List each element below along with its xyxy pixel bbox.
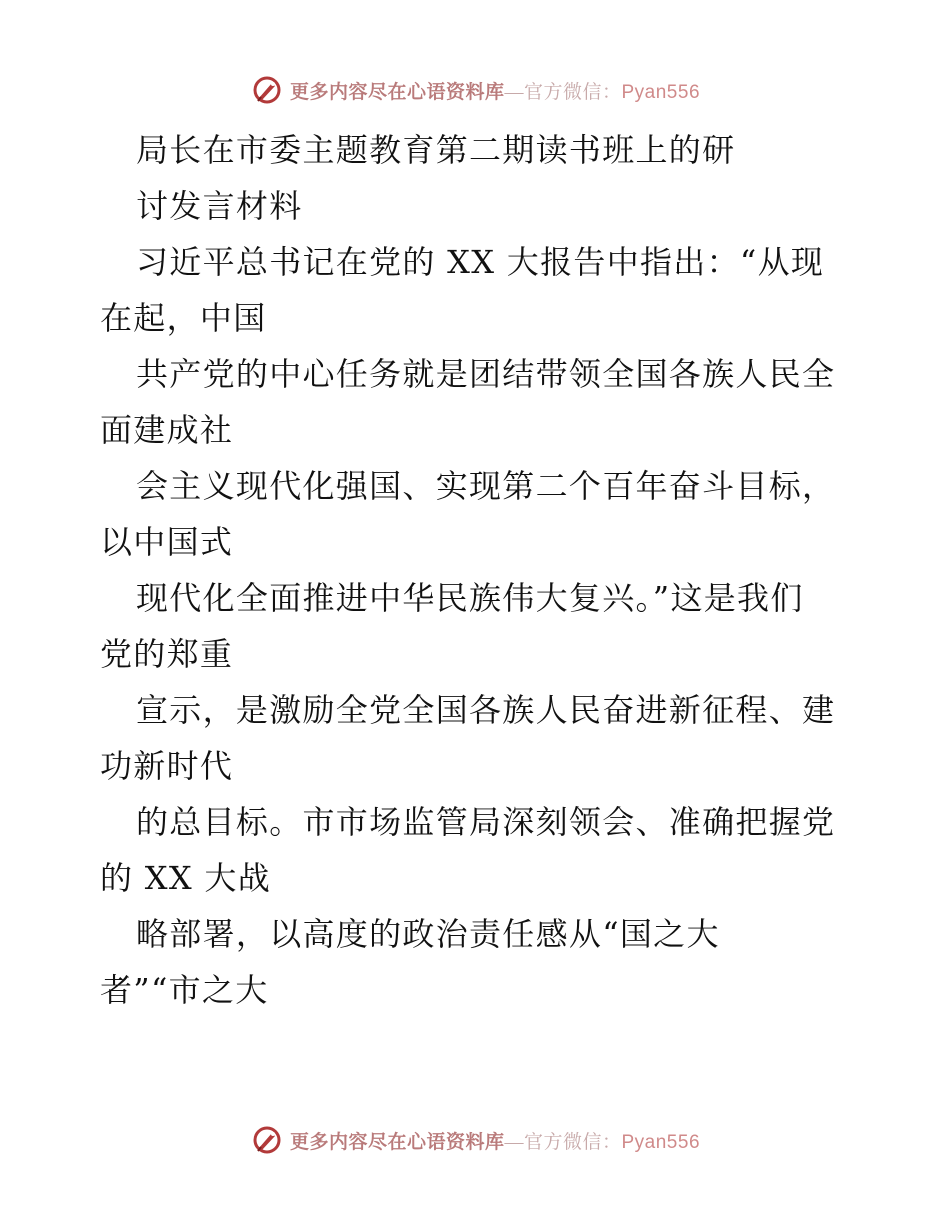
text-line: 现代化全面推进中华民族伟大复兴。”这是我们 xyxy=(136,579,804,617)
text-line: 功新时代 xyxy=(100,747,234,785)
header-banner xyxy=(0,70,950,110)
banner-account: Pyan556 xyxy=(621,81,701,103)
banner-label: —官方微信： xyxy=(504,1131,622,1153)
text-line: 以中国式 xyxy=(100,523,234,561)
text-line: 习近平总书记在党的 XX 大报告中指出：“从现 xyxy=(136,243,825,281)
text-line: 者”“市之大 xyxy=(100,971,269,1009)
banner-text xyxy=(290,1127,700,1154)
footer-banner xyxy=(0,1120,950,1160)
document-body xyxy=(100,122,860,1018)
text-line: 宣示，是激励全党全国各族人民奋进新征程、建 xyxy=(136,691,836,729)
text-line: 略部署，以高度的政治责任感从“国之大 xyxy=(136,915,720,953)
pen-swirl-logo-icon xyxy=(250,73,284,107)
banner-account: Pyan556 xyxy=(621,1131,701,1153)
text-line: 的总目标。市市场监管局深刻领会、准确把握党 xyxy=(136,803,836,841)
text-line: 的 XX 大战 xyxy=(100,859,272,897)
banner-text xyxy=(290,77,700,104)
text-line: 局长在市委主题教育第二期读书班上的研 xyxy=(136,131,736,169)
text-line: 共产党的中心任务就是团结带领全国各族人民全 xyxy=(136,355,836,393)
pen-swirl-logo-icon xyxy=(250,1123,284,1157)
banner-lead: 更多内容尽在心语资料库 xyxy=(289,1130,505,1153)
text-line: 党的郑重 xyxy=(100,635,234,673)
banner-label: —官方微信： xyxy=(504,81,622,103)
text-line: 会主义现代化强国、实现第二个百年奋斗目标， xyxy=(136,467,836,505)
text-line: 在起，中国 xyxy=(100,299,267,337)
banner-lead: 更多内容尽在心语资料库 xyxy=(289,80,505,103)
text-line: 讨发言材料 xyxy=(136,187,303,225)
text-line: 面建成社 xyxy=(100,411,234,449)
